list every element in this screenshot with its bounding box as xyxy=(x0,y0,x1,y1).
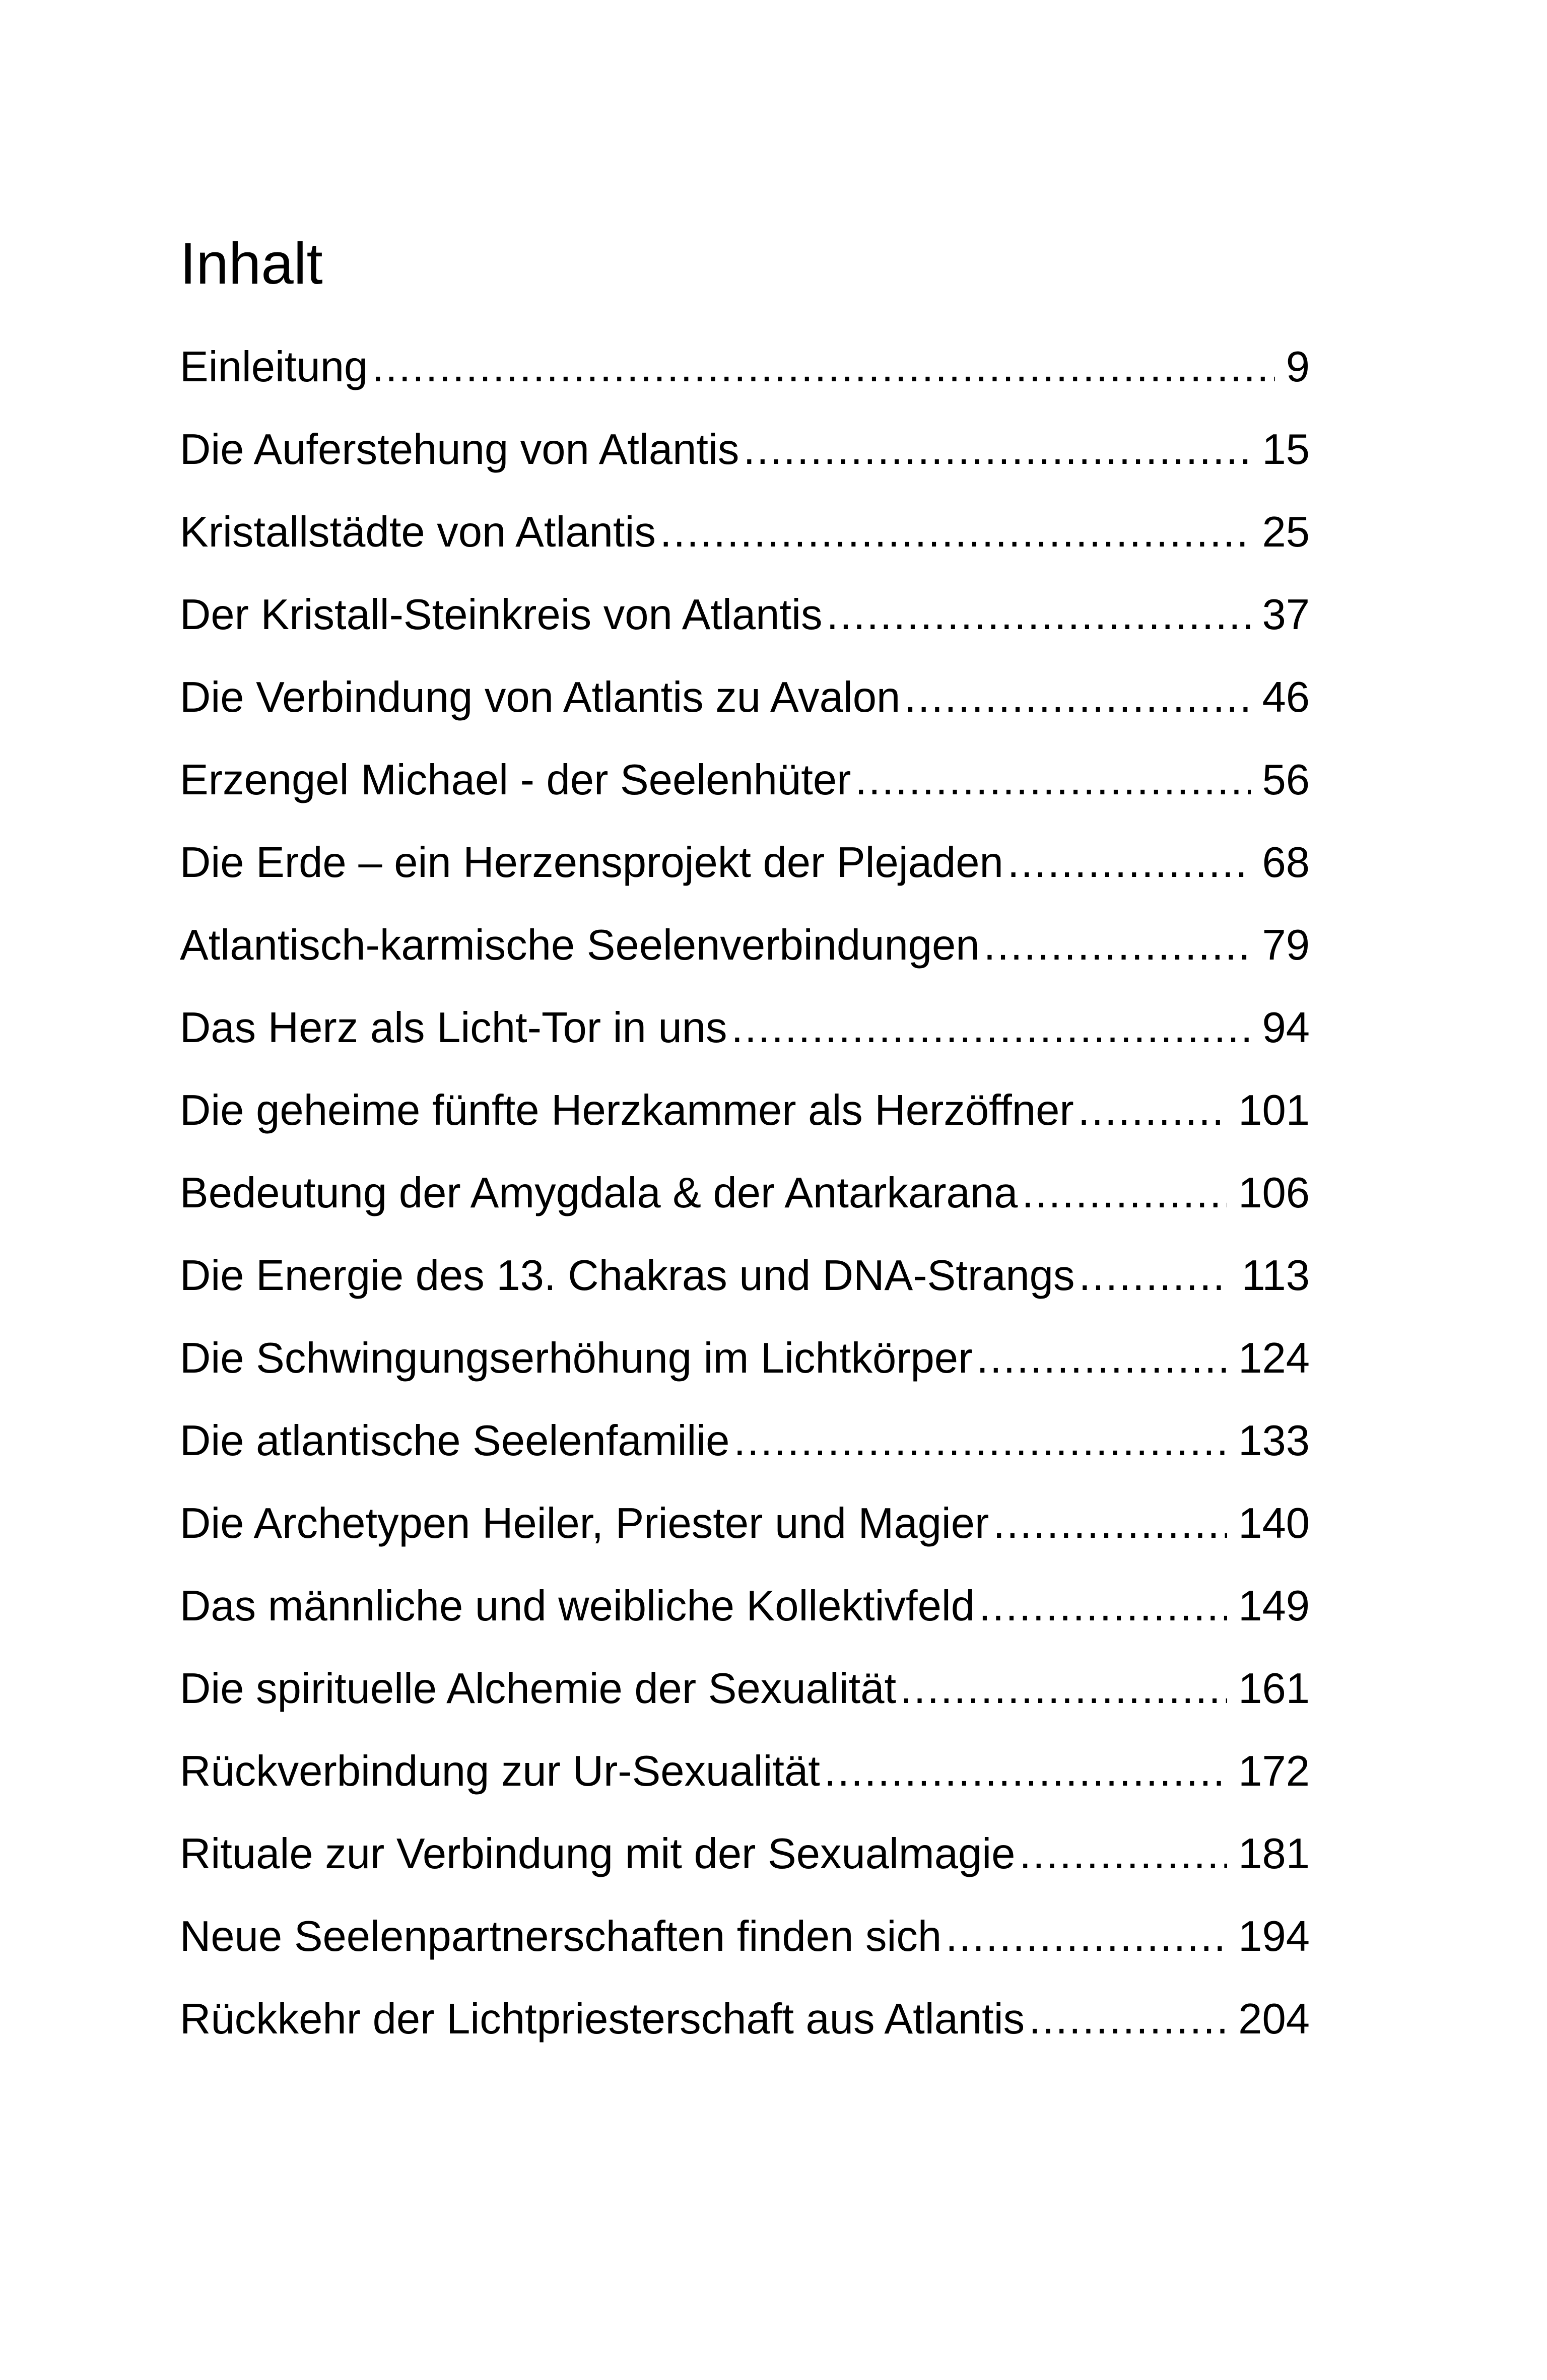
toc-entry xyxy=(180,1334,1310,1416)
toc-entry xyxy=(180,673,1310,756)
toc-entry-page: 172 xyxy=(1238,1747,1310,1795)
dot-leader xyxy=(1019,1829,1227,1879)
toc-entry xyxy=(180,1251,1310,1334)
dot-leader xyxy=(993,1499,1227,1548)
toc-entry-label: Bedeutung der Amygdala & der Antarkarana xyxy=(180,1169,1018,1217)
dot-leader xyxy=(984,921,1251,970)
dot-leader xyxy=(731,1003,1251,1053)
toc-entry-page: 113 xyxy=(1241,1251,1310,1300)
dot-leader xyxy=(1029,1995,1227,2044)
dot-leader xyxy=(660,508,1251,557)
dot-leader xyxy=(979,1582,1227,1631)
toc-entry-label: Die Schwingungserhöhung im Lichtkörper xyxy=(180,1334,973,1382)
toc-entry-page: 181 xyxy=(1238,1829,1310,1878)
toc-entry xyxy=(180,425,1310,508)
dot-leader xyxy=(976,1334,1227,1383)
toc-entry xyxy=(180,1664,1310,1747)
toc-entry-page: 204 xyxy=(1238,1995,1310,2043)
dot-leader xyxy=(855,756,1251,805)
toc-entry-label: Die atlantische Seelenfamilie xyxy=(180,1416,730,1465)
toc-entry-page: 68 xyxy=(1262,838,1310,887)
dot-leader xyxy=(1078,1086,1227,1135)
toc-entry xyxy=(180,1499,1310,1582)
dot-leader xyxy=(904,673,1251,722)
dot-leader xyxy=(733,1416,1227,1466)
page-title: Inhalt xyxy=(180,231,323,296)
toc-entry-page: 15 xyxy=(1262,425,1310,473)
toc-entry-label: Rituale zur Verbindung mit der Sexualmagie xyxy=(180,1829,1016,1878)
dot-leader xyxy=(1007,838,1251,888)
toc-entry-page: 149 xyxy=(1238,1582,1310,1630)
toc-entry-label: Erzengel Michael - der Seelenhüter xyxy=(180,756,851,804)
toc-entry-label: Die Auferstehung von Atlantis xyxy=(180,425,739,473)
toc-entry-page: 140 xyxy=(1238,1499,1310,1547)
toc-entry-label: Neue Seelenpartnerschaften finden sich xyxy=(180,1912,942,1960)
toc-entry-label: Die geheime fünfte Herzkammer als Herzöffner xyxy=(180,1086,1074,1134)
toc-entry-label: Der Kristall-Steinkreis von Atlantis xyxy=(180,590,823,639)
toc-entry xyxy=(180,1995,1310,2077)
toc-entry xyxy=(180,343,1310,425)
toc-entry-page: 46 xyxy=(1262,673,1310,721)
toc-entry-label: Die spirituelle Alchemie der Sexualität xyxy=(180,1664,897,1713)
dot-leader xyxy=(1022,1169,1227,1218)
toc-entry-label: Das männliche und weibliche Kollektivfeld xyxy=(180,1582,975,1630)
toc-entry-label: Rückverbindung zur Ur-Sexualität xyxy=(180,1747,820,1795)
toc-entry xyxy=(180,838,1310,921)
dot-leader xyxy=(372,343,1274,392)
toc-entry xyxy=(180,756,1310,838)
toc-entry-label: Einleitung xyxy=(180,343,368,391)
dot-leader xyxy=(900,1664,1227,1714)
toc-entry-page: 161 xyxy=(1238,1664,1310,1713)
toc-entry xyxy=(180,1086,1310,1169)
dot-leader xyxy=(946,1912,1227,1961)
toc-entry-page: 194 xyxy=(1238,1912,1310,1960)
toc-entry-label: Die Verbindung von Atlantis zu Avalon xyxy=(180,673,901,721)
toc-entry-label: Die Energie des 13. Chakras und DNA-Strangs xyxy=(180,1251,1075,1300)
toc-entry xyxy=(180,1416,1310,1499)
toc-entry-label: Die Archetypen Heiler, Priester und Magier xyxy=(180,1499,989,1547)
toc-entry-label: Rückkehr der Lichtpriesterschaft aus Atlantis xyxy=(180,1995,1025,2043)
toc-entry-page: 101 xyxy=(1238,1086,1310,1134)
toc-entry-page: 79 xyxy=(1262,921,1310,969)
toc-entry-label: Das Herz als Licht-Tor in uns xyxy=(180,1003,727,1052)
table-of-contents xyxy=(180,343,1310,2077)
toc-entry-page: 37 xyxy=(1262,590,1310,639)
toc-entry xyxy=(180,1003,1310,1086)
dot-leader xyxy=(743,425,1251,474)
toc-entry xyxy=(180,590,1310,673)
toc-entry-page: 56 xyxy=(1262,756,1310,804)
toc-entry-label: Die Erde – ein Herzensprojekt der Plejaden xyxy=(180,838,1003,887)
toc-entry-page: 106 xyxy=(1238,1169,1310,1217)
toc-entry xyxy=(180,1912,1310,1995)
dot-leader xyxy=(824,1747,1227,1796)
dot-leader xyxy=(1079,1251,1230,1301)
toc-entry-label: Kristallstädte von Atlantis xyxy=(180,508,656,556)
toc-entry-page: 94 xyxy=(1262,1003,1310,1052)
toc-entry xyxy=(180,1582,1310,1664)
toc-entry xyxy=(180,1747,1310,1829)
toc-entry xyxy=(180,921,1310,1003)
toc-entry-label: Atlantisch-karmische Seelenverbindungen xyxy=(180,921,980,969)
toc-entry-page: 9 xyxy=(1286,343,1310,391)
toc-entry-page: 25 xyxy=(1262,508,1310,556)
dot-leader xyxy=(826,590,1251,640)
toc-entry-page: 124 xyxy=(1238,1334,1310,1382)
toc-entry xyxy=(180,1169,1310,1251)
toc-entry xyxy=(180,1829,1310,1912)
toc-entry-page: 133 xyxy=(1238,1416,1310,1465)
toc-entry xyxy=(180,508,1310,590)
